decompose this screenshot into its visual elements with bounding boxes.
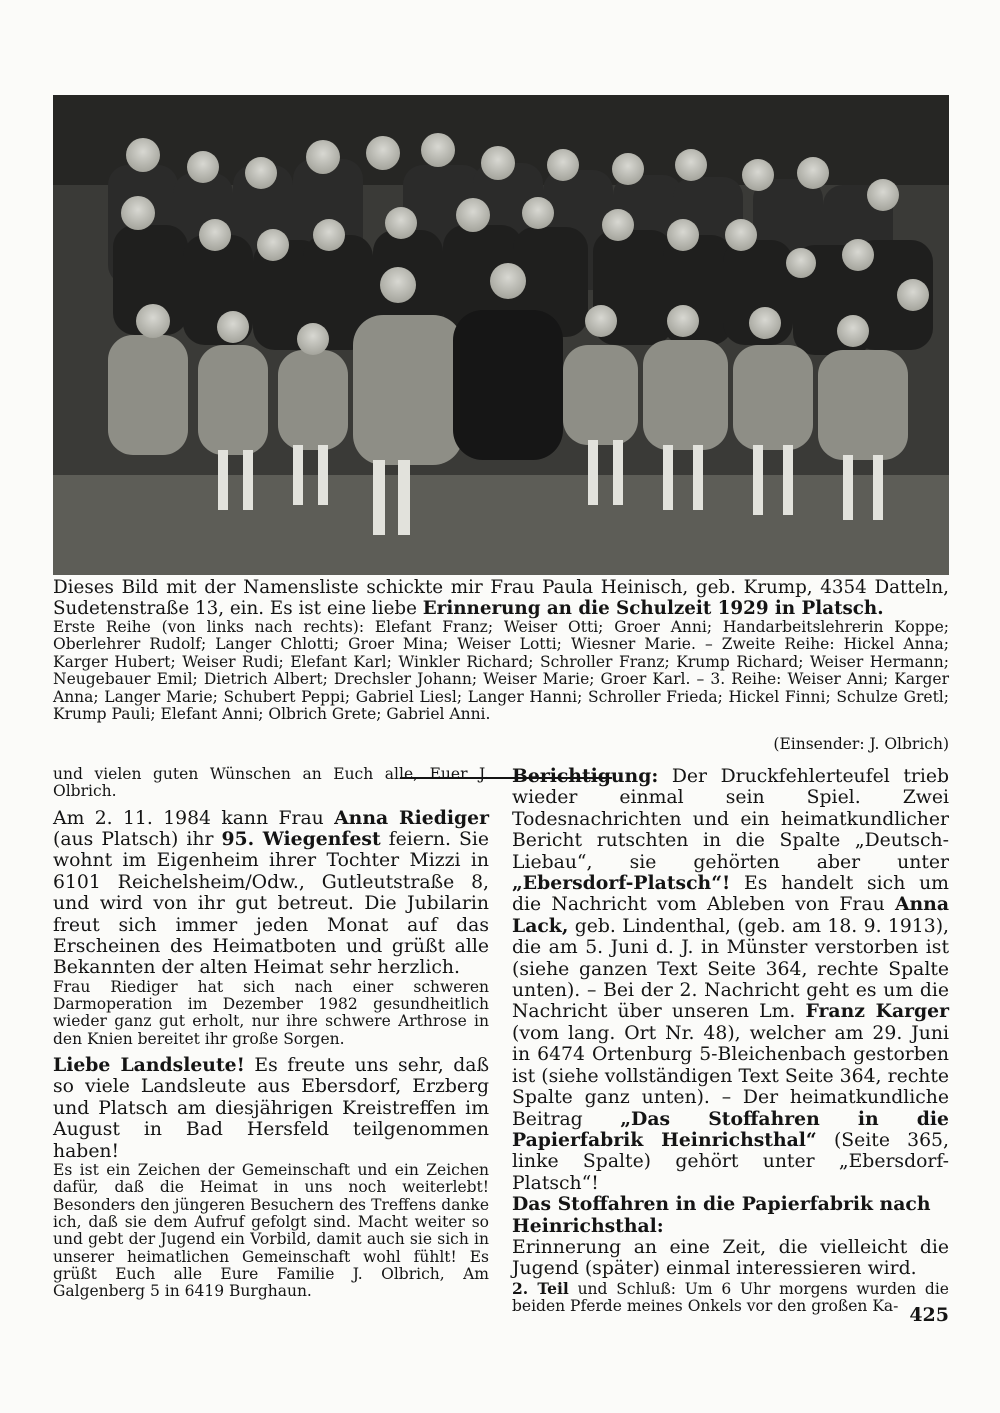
class-group-photo	[53, 95, 949, 575]
birthday-notice	[53, 808, 489, 979]
community-note: Es ist ein Zeichen der Gemeinschaft und ein Zeichen dafür, daß die Heimat in uns noch weiterlebt! Besonders den jüngeren Besuchern des Treffens danke ich, daß sie dem Aufruf gefolgt sind. Macht weiter so und gebt der Jugend ein Vorbild, damit auch sie sich in unserer heimatlichen Gemeinschaft wohl fühlt! Es grüßt Euch alle Eure Familie J. Olbrich, Am Galgenberg 5 in 6419 Burghaun.	[53, 1161, 489, 1301]
birthday-text-b: (aus Platsch) ihr	[53, 829, 222, 850]
correction-text-2: Es handelt sich um die Nachricht vom Ableben von Frau	[512, 873, 949, 916]
article-body	[512, 1280, 949, 1316]
correction-ref-1: „Ebersdorf-Platsch“!	[512, 872, 731, 895]
correction-text-3: geb. Lindenthal, (geb. am 18. 9. 1913), die am 5. Juni d. J. in Münster verstorben ist (siehe ganzen Text Seite 364, rechte Spalte unten). – Bei der 2. Nachricht geht es um die Nachricht über unseren Lm.	[512, 915, 949, 1023]
correction-name-1: Anna Lack,	[512, 893, 949, 937]
right-column	[512, 766, 949, 1315]
correction-ref-2: „Das Stoffahren in die Papierfabrik Heinrichsthal“	[512, 1107, 950, 1151]
article-intro: Erinnerung an eine Zeit, die vielleicht die Jugend (später) einmal interessieren wird.	[512, 1236, 949, 1280]
correction-heading: Berichtigung:	[512, 765, 659, 787]
correction-text-1: Der Druckfehlerteufel trieb wieder einmal sein Spiel. Zwei Todesnachrichten und ein heimatkundlicher Bericht rutschten in die Spalte „Deutsch-Liebau“, sie gehörten aber unter	[512, 766, 949, 873]
landsleute-notice	[53, 1055, 489, 1162]
page-number: 425	[909, 1304, 949, 1326]
article-part-label: 2. Teil	[512, 1278, 569, 1298]
caption-lead-bold: Erinnerung an die Schulzeit 1929 in Platsch.	[422, 597, 884, 619]
sender-credit: (Einsender: J. Olbrich)	[773, 735, 949, 753]
correction-text-4: (vom lang. Ort Nr. 48), welcher am 29. Juni in 6474 Ortenburg 5-Bleichenbach gestorben ist (siehe vollständigen Text Seite 364, rechte Spalte ganz unten). – Der heimatkundliche Beitrag	[512, 1022, 949, 1130]
correction-notice	[512, 766, 949, 1194]
correction-text-5: (Seite 365, linke Spalte) gehört unter „Ebersdorf-Platsch“!	[512, 1129, 949, 1194]
caption-names: Erste Reihe (von links nach rechts): Elefant Franz; Weiser Otti; Groer Anni; Handarbeitslehrerin Koppe; Oberlehrer Rudolf; Langer Chlotti; Groer Mina; Weiser Lotti; Wiesner Marie. – Zweite Reihe: Hickel Anna; Karger Hubert; Weiser Rudi; Elefant Karl; Winkler Richard; Schroller Franz; Krump Richard; Weiser Hermann; Neugebauer Emil; Dietrich Albert; Drechsler Johann; Weiser Marie; Groer Karl. – 3. Reihe: Weiser Anni; Karger Anna; Langer Marie; Schubert Peppi; Gabriel Liesl; Langer Hanni; Schroller Frieda; Hickel Finni; Schulze Gretl; Krump Pauli; Elefant Anni; Olbrich Grete; Gabriel Anni.	[53, 618, 949, 724]
birthday-text-a: Am 2. 11. 1984 kann Frau	[53, 807, 335, 829]
photo-caption	[53, 578, 949, 723]
closing-greeting: und vielen guten Wünschen an Euch alle, Euer J. Olbrich.	[53, 765, 489, 801]
landsleute-text: Es freute uns sehr, daß so viele Landsleute aus Ebersdorf, Erzberg und Platsch am diesjährigen Kreistreffen im August in Bad Hersfeld teilgenommen haben!	[53, 1055, 489, 1162]
correction-name-2: Franz Karger	[805, 1000, 949, 1023]
caption-lead	[53, 578, 949, 619]
group-photo-icon	[53, 95, 949, 575]
birthday-name: Anna Riediger	[334, 806, 489, 829]
article-heading: Das Stoffahren in die Papierfabrik nach Heinrichsthal:	[512, 1193, 931, 1237]
health-note: Frau Riediger hat sich nach einer schweren Darmoperation im Dezember 1982 gesundheitlich wieder ganz gut erholt, nur ihre schwere Arthrose in den Knien bereitet ihr große Sorgen.	[53, 977, 489, 1048]
caption-lead-text: Dieses Bild mit der Namensliste schickte mir Frau Paula Heinisch, geb. Krump, 4354 Datteln, Sudetenstraße 13, ein. Es ist eine liebe	[53, 577, 949, 619]
article-body-text: und Schluß: Um 6 Uhr morgens wurden die beiden Pferde meines Onkels vor den großen Ka-	[512, 1279, 949, 1316]
birthday-occasion: 95. Wiegenfest	[221, 828, 381, 850]
birthday-text-c: feiern. Sie wohnt im Eigenheim ihrer Tochter Mizzi in 6101 Reichelsheim/Odw., Gutleutstraße 8, und wird von ihr gut betreut. Die Jubilarin freut sich immer jeden Monat auf das Erscheinen des Heimatboten und grüßt alle Bekannten der alten Heimat sehr herzlich.	[53, 829, 489, 979]
landsleute-heading: Liebe Landsleute!	[53, 1054, 245, 1077]
left-column	[53, 766, 489, 1300]
